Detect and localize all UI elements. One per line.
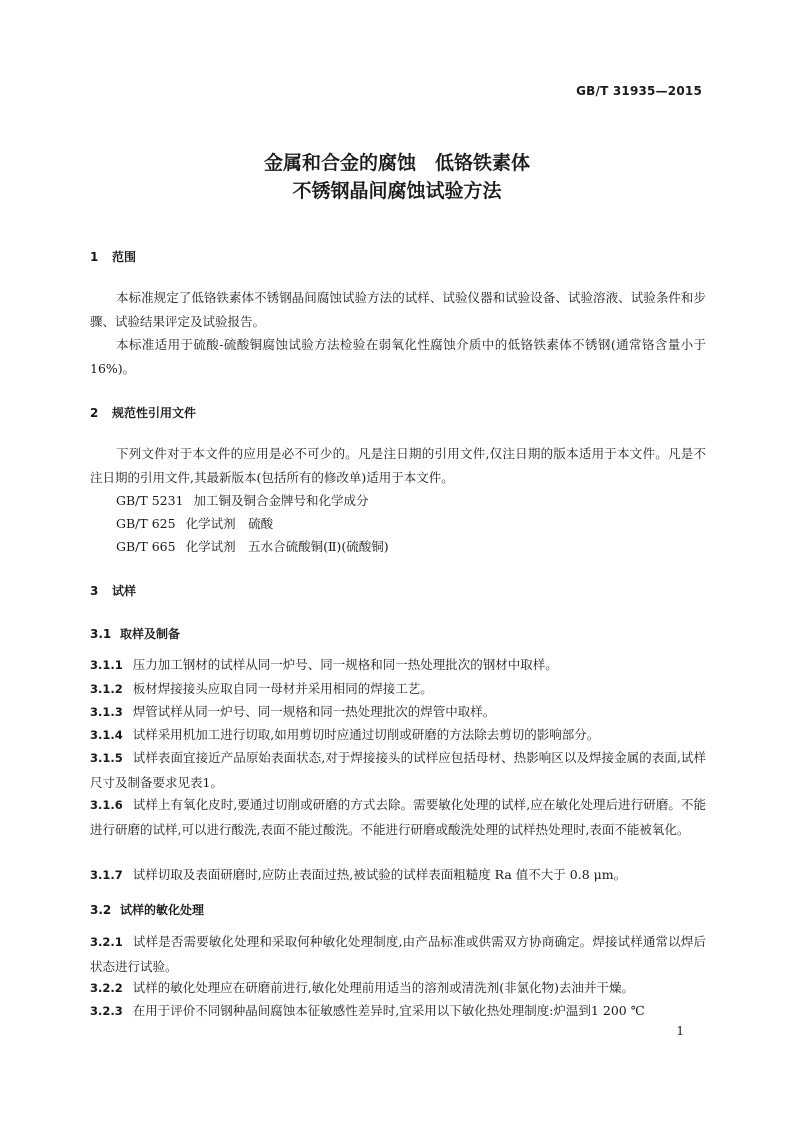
clause-text: 试样表面宜接近产品原始表面状态,对于焊接接头的试样应包括母材、热影响区以及焊接金属的表面,试样尺寸及制备要求见表1。 <box>90 750 706 790</box>
section-number: 2 <box>90 406 99 420</box>
clause-3-2-2 <box>90 976 706 1001</box>
clause-number: 3.2.2 <box>90 981 123 995</box>
clause-3-1-4 <box>90 723 706 748</box>
subsection-title: 取样及制备 <box>120 627 181 641</box>
reference-item <box>116 512 273 536</box>
clause-text: 试样采用机加工进行切取,如用剪切时应通过切削或研磨的方法除去剪切的影响部分。 <box>132 727 600 742</box>
reference-title: 加工铜及铜合金牌号和化学成分 <box>193 493 369 508</box>
clause-number: 3.1.2 <box>90 682 123 696</box>
reference-code: GB/T 5231 <box>116 493 184 508</box>
clause-text: 压力加工钢材的试样从同一炉号、同一规格和同一热处理批次的钢材中取样。 <box>132 657 558 672</box>
section-number: 3 <box>90 584 99 598</box>
section-2-paragraph-1: 下列文件对于本文件的应用是必不可少的。凡是注日期的引用文件,仅注日期的版本适用于本文件。凡是不注日期的引用文件,其最新版本(包括所有的修改单)适用于本文件。 <box>90 446 706 485</box>
subsection-title: 试样的敏化处理 <box>120 903 205 917</box>
section-title: 试样 <box>112 584 137 598</box>
section-3-heading <box>90 582 136 599</box>
section-2-heading <box>90 404 196 421</box>
reference-title: 化学试剂 五水合硫酸铜(Ⅱ)(硫酸铜) <box>185 539 389 554</box>
subsection-number: 3.2 <box>90 903 112 917</box>
clause-number: 3.1.4 <box>90 728 123 742</box>
page-number: 1 <box>676 1024 684 1038</box>
subsection-3-1-heading <box>90 625 180 642</box>
clause-3-1-6 <box>90 793 706 841</box>
section-title: 规范性引用文件 <box>112 406 197 420</box>
section-1-paragraph-1: 本标准规定了低铬铁素体不锈钢晶间腐蚀试验方法的试样、试验仪器和试验设备、试验溶液、试验条件和步骤、试验结果评定及试验报告。 <box>90 290 706 329</box>
clause-3-1-2 <box>90 677 706 702</box>
clause-text: 焊管试样从同一炉号、同一规格和同一热处理批次的焊管中取样。 <box>132 704 496 719</box>
document-title-line-1: 金属和合金的腐蚀 低铬铁素体 <box>263 152 530 174</box>
clause-text: 在用于评价不同钢种晶间腐蚀本征敏感性差异时,宜采用以下敏化热处理制度:炉温到1 200 ℃ <box>132 1003 645 1018</box>
section-title: 范围 <box>112 250 137 264</box>
clause-number: 3.1.3 <box>90 705 123 719</box>
clause-number: 3.1.7 <box>90 868 123 882</box>
section-number: 1 <box>90 250 99 264</box>
section-1-paragraph-2: 本标准适用于硫酸-硫酸铜腐蚀试验方法检验在弱氧化性腐蚀介质中的低铬铁素体不锈钢(通常铬含量小于16%)。 <box>90 337 706 376</box>
clause-number: 3.1.5 <box>90 751 123 765</box>
subsection-number: 3.1 <box>90 627 112 641</box>
section-1-heading <box>90 248 136 265</box>
reference-item <box>116 489 369 513</box>
document-title-line-2: 不锈钢晶间腐蚀试验方法 <box>292 180 502 202</box>
reference-code: GB/T 665 <box>116 539 176 554</box>
clause-3-2-1 <box>90 930 706 978</box>
reference-item <box>116 535 389 559</box>
clause-3-1-7 <box>90 863 706 888</box>
clause-3-2-3 <box>90 999 706 1024</box>
standard-code: GB/T 31935—2015 <box>576 84 702 98</box>
clause-3-1-5 <box>90 746 706 794</box>
clause-text: 试样是否需要敏化处理和采取何种敏化处理制度,由产品标准或供需双方协商确定。焊接试样通常以焊后状态进行试验。 <box>90 934 706 974</box>
clause-number: 3.1.6 <box>90 798 123 812</box>
clause-text: 试样的敏化处理应在研磨前进行,敏化处理前用适当的溶剂或清洗剂(非氯化物)去油并干燥。 <box>132 980 634 995</box>
clause-text: 试样切取及表面研磨时,应防止表面过热,被试验的试样表面粗糙度 Ra 值不大于 0.8 μm。 <box>132 867 627 882</box>
clause-3-1-3 <box>90 700 706 725</box>
clause-text: 试样上有氧化皮时,要通过切削或研磨的方式去除。需要敏化处理的试样,应在敏化处理后进行研磨。不能进行研磨的试样,可以进行酸洗,表面不能过酸洗。不能进行研磨或酸洗处理的试样热处理时,表面不能被氧化。 <box>90 797 706 837</box>
reference-title: 化学试剂 硫酸 <box>185 516 274 531</box>
clause-number: 3.2.3 <box>90 1004 123 1018</box>
reference-code: GB/T 625 <box>116 516 176 531</box>
clause-text: 板材焊接接头应取自同一母材并采用相同的焊接工艺。 <box>132 681 433 696</box>
clause-number: 3.2.1 <box>90 935 123 949</box>
clause-number: 3.1.1 <box>90 658 123 672</box>
subsection-3-2-heading <box>90 901 204 918</box>
clause-3-1-1 <box>90 653 706 678</box>
